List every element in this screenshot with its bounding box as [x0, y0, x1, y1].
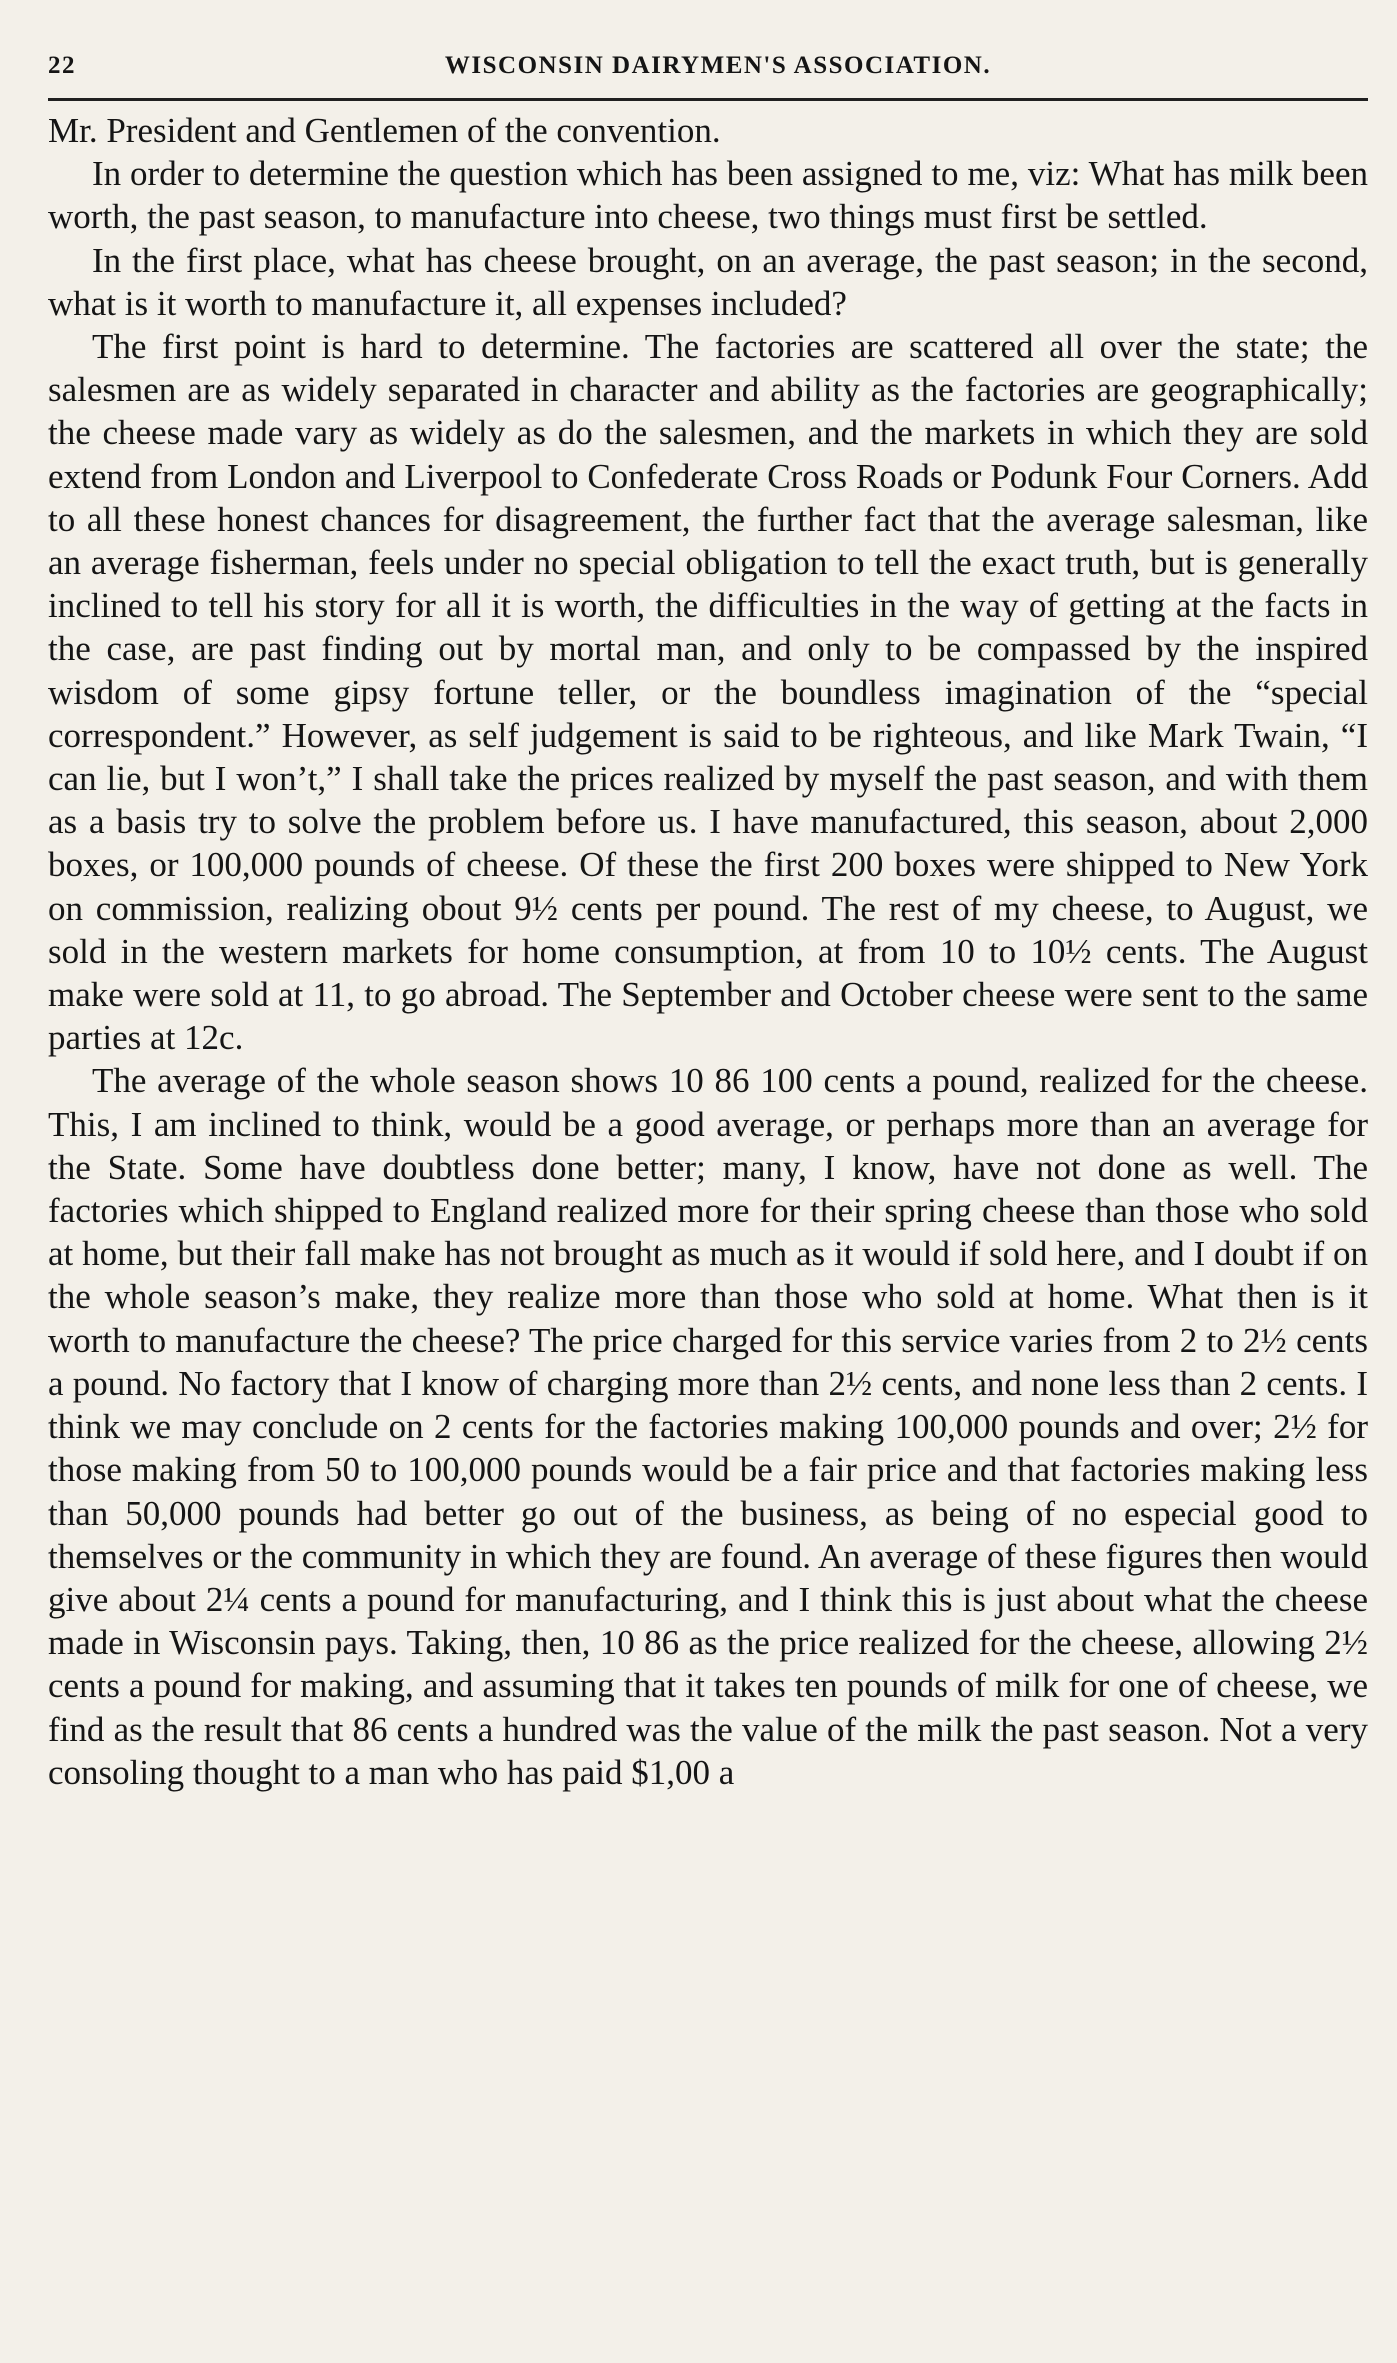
header-rule [48, 98, 1368, 101]
paragraph: In the first place, what has cheese brought, on an average, the past season; in the second, what is it worth to manufacture it, all expenses included? [48, 240, 1368, 323]
paragraph: The average of the whole season shows 10 86 100 cents a pound, realized for the cheese. This, I am inclined to think, would be a good average, or perhaps more than an average for the State. Some have doubtless done better; many, I know, have not done as well. The factories which shipped to England realized more for their spring cheese than those who sold at home, but their fall make has not brought as much as it would if sold here, and I doubt if on the whole season’s make, they realize more than those who sold at home. What then is it worth to manufacture the cheese? The price charged for this service varies from 2 to 2½ cents a pound. No factory that I know of charging more than 2½ cents, and none less than 2 cents. I think we may conclude on 2 cents for the factories making 100,000 pounds and over; 2½ for those making from 50 to 100,000 pounds would be a fair price and that factories making less than 50,000 pounds had better go out of the business, as being of no especial good to themselves or the community in which they are found. An average of these figures then would give about 2¼ cents a pound for manufacturing, and I think this is just about what the cheese made in Wisconsin pays. Taking, then, 10 86 as the price realized for the cheese, allowing 2½ cents a pound for making, and assuming that it takes ten pounds of milk for one of cheese, we find as the result that 86 cents a hundred was the value of the milk the past season. Not a very consoling thought to a man who has paid $1,00 a [48, 1061, 1368, 1792]
body-text [48, 109, 1368, 1794]
salutation: Mr. President and Gentlemen of the convention. [48, 111, 721, 150]
book-page [48, 52, 1368, 2332]
paragraph: In order to determine the question which has been assigned to me, viz: What has milk been worth, the past season, to manufacture into cheese, two things must first be settled. [48, 154, 1368, 237]
paragraph: The first point is hard to determine. The factories are scattered all over the state; the salesmen are as widely separated in character and ability as the factories are geographically; the cheese made vary as widely as do the salesmen, and the markets in which they are sold extend from London and Liverpool to Confederate Cross Roads or Podunk Four Corners. Add to all these honest chances for disagreement, the further fact that the average salesman, like an average fisherman, feels under no special obligation to tell the exact truth, but is generally inclined to tell his story for all it is worth, the difficulties in the way of getting at the facts in the case, are past finding out by mortal man, and only to be compassed by the inspired wisdom of some gipsy fortune teller, or the boundless imagination of the “special correspondent.” However, as self judgement is said to be righteous, and like Mark Twain, “I can lie, but I won’t,” I shall take the prices realized by myself the past season, and with them as a basis try to solve the problem before us. I have manufactured, this season, about 2,000 boxes, or 100,000 pounds of cheese. Of these the first 200 boxes were shipped to New York on commission, realizing obout 9½ cents per pound. The rest of my cheese, to August, we sold in the western markets for home consumption, at from 10 to 10½ cents. The August make were sold at 11, to go abroad. The September and October cheese were sent to the same parties at 12c. [48, 327, 1368, 1058]
running-head: WISCONSIN DAIRYMEN'S ASSOCIATION. [444, 52, 992, 79]
page-header [48, 52, 1368, 86]
page-number: 22 [48, 52, 76, 79]
